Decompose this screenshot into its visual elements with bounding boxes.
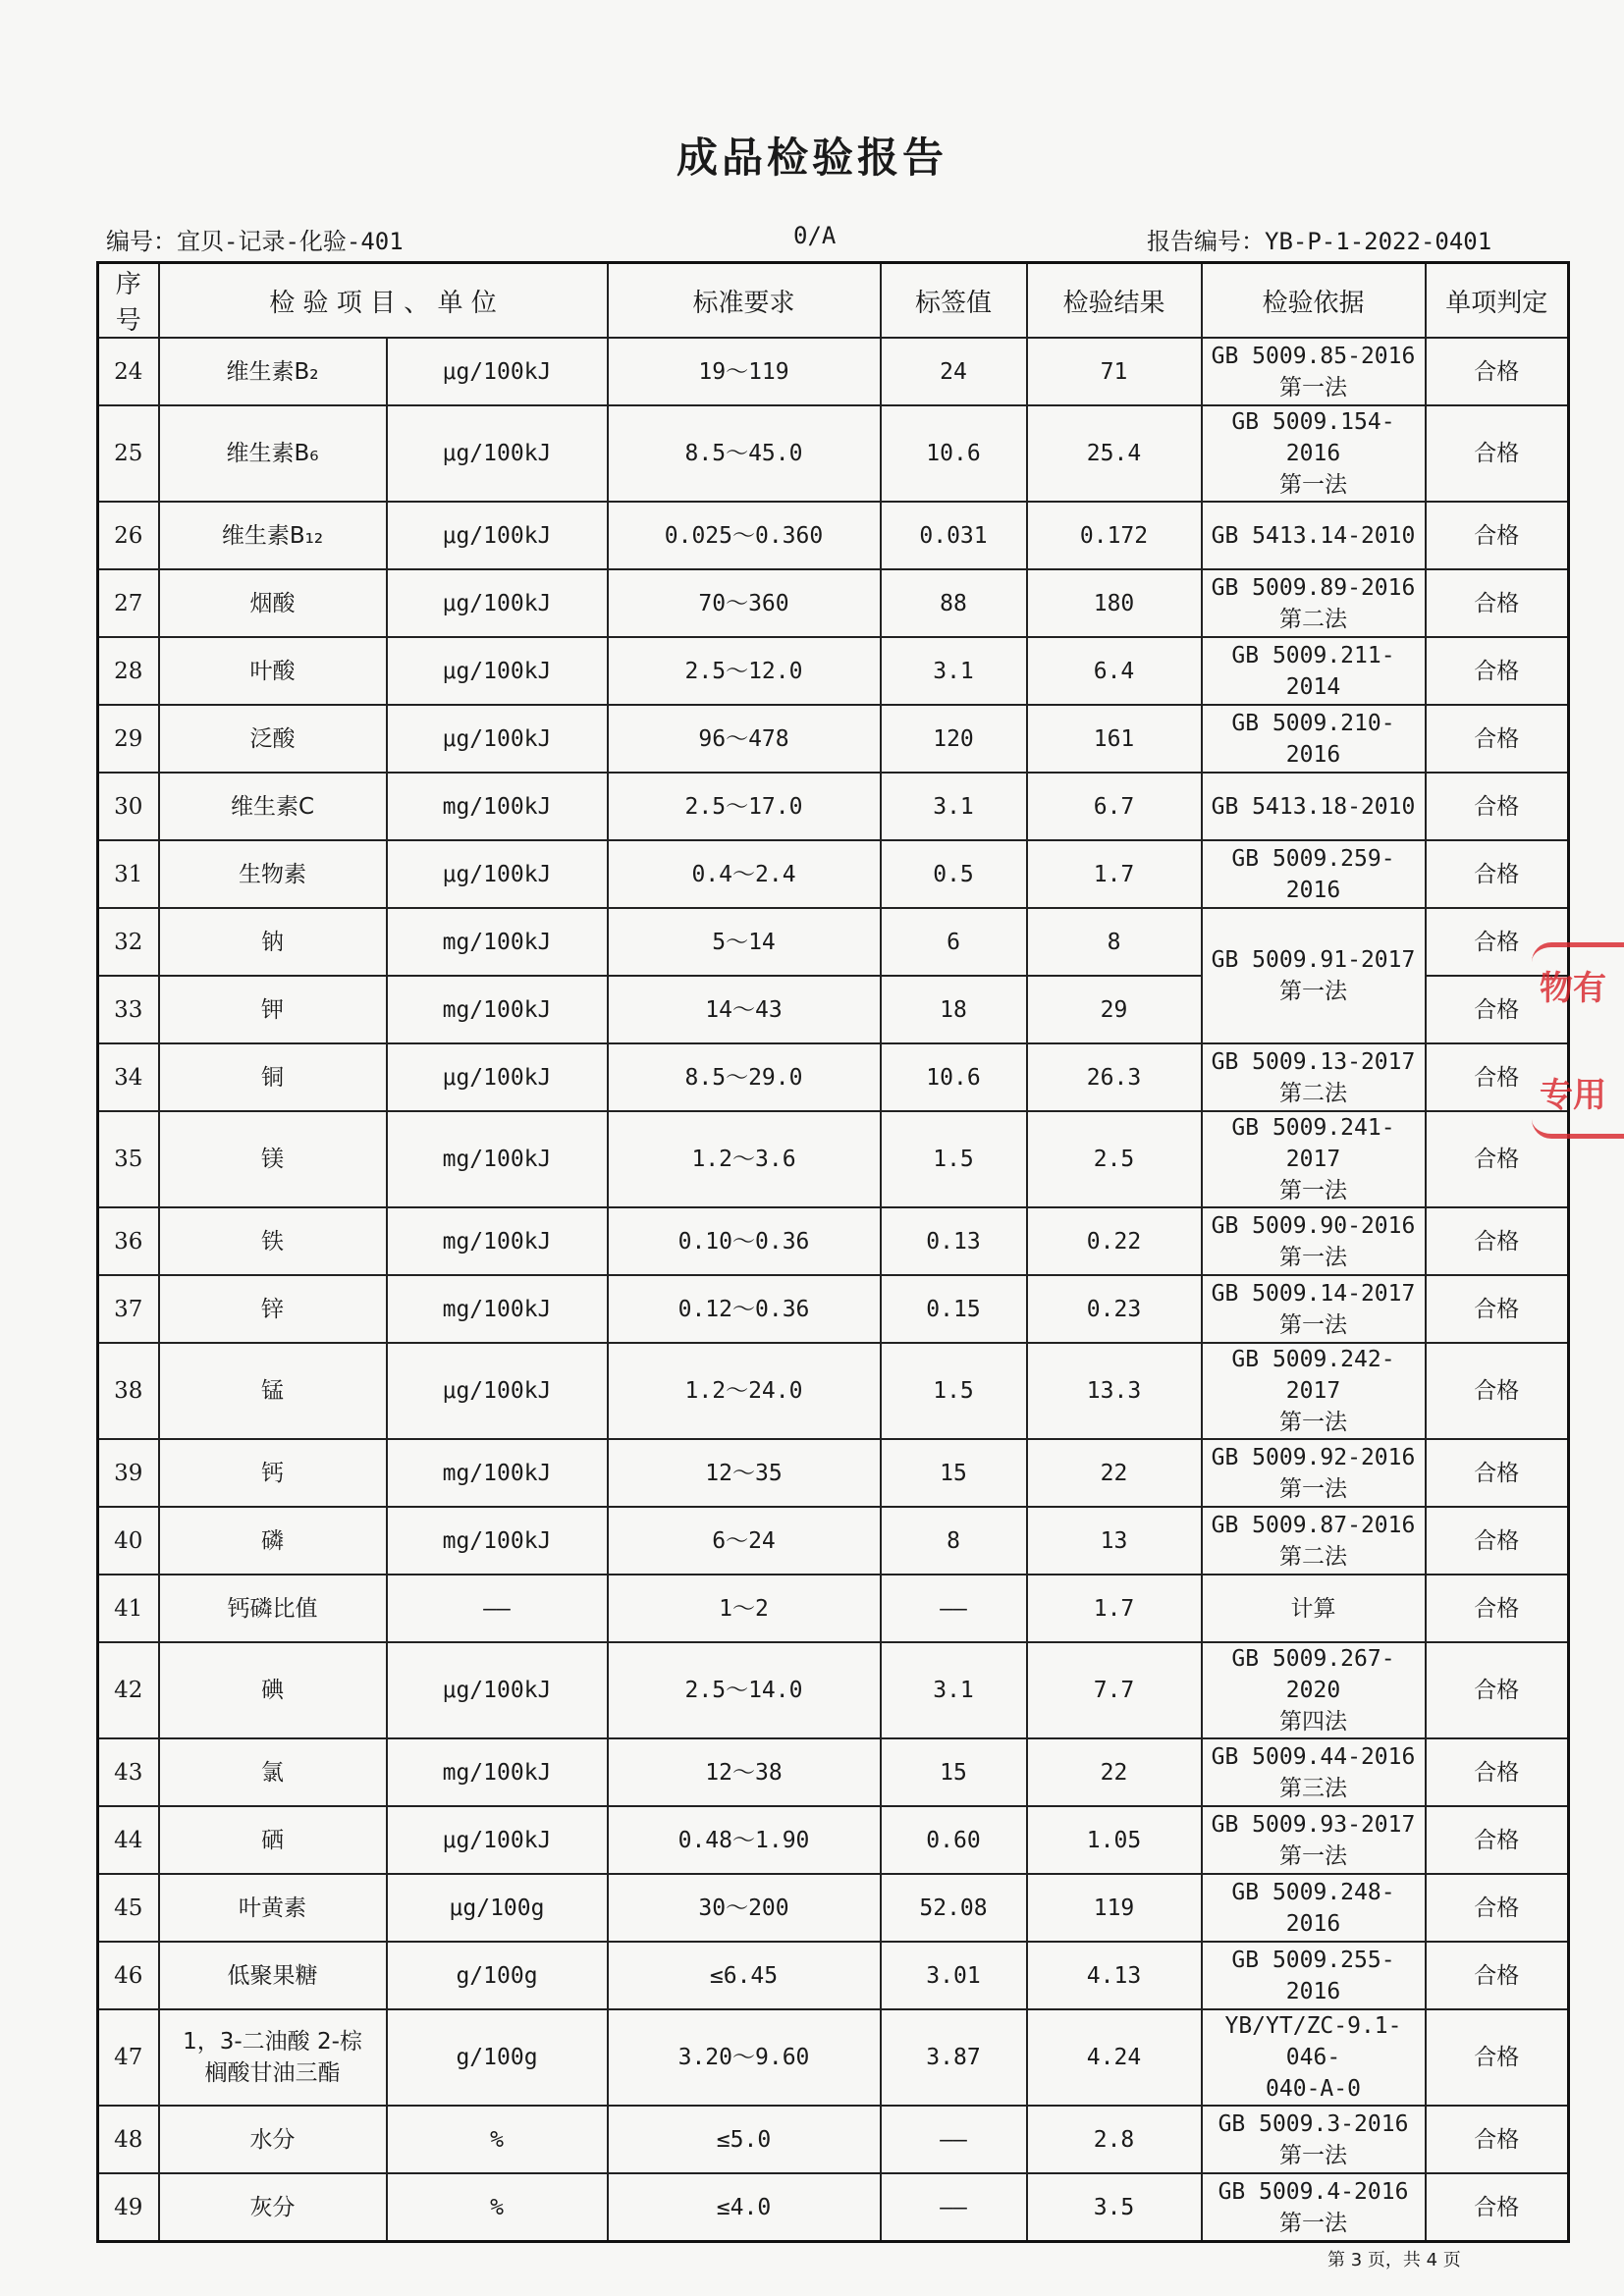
row-unit: μg/100kJ [387,1806,608,1874]
table-row [98,338,1569,405]
row-basis: GB 5413.18-2010 [1202,773,1426,840]
row-basis: GB 5009.248-2016 [1202,1874,1426,1942]
row-item: 生物素 [159,840,387,908]
row-result: 8 [1027,908,1202,976]
row-standard: 5～14 [608,908,881,976]
row-label-value: —— [881,2173,1027,2242]
page-number: 第 3 页，共 4 页 [1327,2250,1461,2270]
row-label-value: 1.5 [881,1111,1027,1207]
row-standard: 2.5～14.0 [608,1642,881,1738]
row-standard: 1.2～3.6 [608,1111,881,1207]
row-result: 4.13 [1027,1942,1202,2009]
row-result: 0.22 [1027,1207,1202,1275]
row-verdict: 合格 [1426,1111,1569,1207]
row-result: 0.23 [1027,1275,1202,1343]
row-index: 41 [98,1575,159,1642]
row-verdict: 合格 [1426,2009,1569,2106]
row-index: 45 [98,1874,159,1942]
row-standard: 3.20～9.60 [608,2009,881,2106]
table-row [98,405,1569,502]
row-result: 7.7 [1027,1642,1202,1738]
row-result: 1.05 [1027,1806,1202,1874]
row-index: 43 [98,1738,159,1806]
row-standard: 96～478 [608,705,881,773]
stamp-text-2: 专用 [1540,1076,1606,1115]
form-number: 编号：宜贝-记录-化验-401 [106,228,404,255]
row-verdict: 合格 [1426,1043,1569,1111]
row-index: 37 [98,1275,159,1343]
row-item: 泛酸 [159,705,387,773]
row-unit: μg/100kJ [387,1043,608,1111]
row-unit: μg/100kJ [387,502,608,569]
version: 0/A [793,222,837,249]
row-unit: μg/100kJ [387,705,608,773]
row-unit: μg/100kJ [387,840,608,908]
row-unit: mg/100kJ [387,976,608,1043]
row-standard: ≤4.0 [608,2173,881,2242]
row-result: 180 [1027,569,1202,637]
row-index: 24 [98,338,159,405]
header-verdict: 单项判定 [1426,263,1569,339]
row-item: 钾 [159,976,387,1043]
report-number: 报告编号：YB-P-1-2022-0401 [1147,228,1492,255]
row-index: 26 [98,502,159,569]
row-standard: 1～2 [608,1575,881,1642]
row-basis: GB 5009.89-2016 第二法 [1202,569,1426,637]
row-unit: mg/100kJ [387,1507,608,1575]
table-row [98,1806,1569,1874]
row-item: 低聚果糖 [159,1942,387,2009]
row-verdict: 合格 [1426,2106,1569,2173]
row-unit: mg/100kJ [387,1207,608,1275]
stamp-text-1: 物有 [1540,969,1606,1008]
row-item: 叶黄素 [159,1874,387,1942]
row-standard: 2.5～17.0 [608,773,881,840]
row-item: 维生素B₁₂ [159,502,387,569]
row-unit: μg/100kJ [387,1343,608,1439]
inspection-table [96,261,1570,2243]
row-unit: g/100g [387,2009,608,2106]
row-index: 33 [98,976,159,1043]
table-row [98,1275,1569,1343]
table-row [98,840,1569,908]
row-item: 铜 [159,1043,387,1111]
row-label-value: 18 [881,976,1027,1043]
row-standard: 0.12～0.36 [608,1275,881,1343]
header-item-unit: 检 验 项 目 、 单 位 [159,263,608,339]
row-label-value: 15 [881,1738,1027,1806]
row-item: 维生素B₂ [159,338,387,405]
row-result: 1.7 [1027,1575,1202,1642]
row-result: 26.3 [1027,1043,1202,1111]
row-unit: mg/100kJ [387,1275,608,1343]
row-item: 维生素B₆ [159,405,387,502]
row-label-value: 0.5 [881,840,1027,908]
row-item: 钠 [159,908,387,976]
row-result: 13.3 [1027,1343,1202,1439]
row-unit: μg/100kJ [387,1642,608,1738]
row-label-value: 3.1 [881,1642,1027,1738]
row-result: 71 [1027,338,1202,405]
row-basis: GB 5009.259-2016 [1202,840,1426,908]
row-result: 25.4 [1027,405,1202,502]
row-result: 6.7 [1027,773,1202,840]
row-item: 硒 [159,1806,387,1874]
row-item: 磷 [159,1507,387,1575]
row-unit: g/100g [387,1942,608,2009]
row-index: 29 [98,705,159,773]
row-index: 30 [98,773,159,840]
row-basis: GB 5009.3-2016 第一法 [1202,2106,1426,2173]
row-standard: 0.4～2.4 [608,840,881,908]
row-item: 1，3-二油酸 2-棕 榈酸甘油三酯 [159,2009,387,2106]
row-basis: GB 5009.13-2017 第二法 [1202,1043,1426,1111]
row-basis: GB 5009.85-2016 第一法 [1202,338,1426,405]
row-item: 灰分 [159,2173,387,2242]
row-index: 28 [98,637,159,705]
row-index: 44 [98,1806,159,1874]
table-row [98,1507,1569,1575]
row-standard: 1.2～24.0 [608,1343,881,1439]
table-row [98,1343,1569,1439]
row-label-value: 0.13 [881,1207,1027,1275]
row-standard: 70～360 [608,569,881,637]
row-index: 25 [98,405,159,502]
row-verdict: 合格 [1426,1642,1569,1738]
row-result: 0.172 [1027,502,1202,569]
row-label-value: —— [881,1575,1027,1642]
row-unit: mg/100kJ [387,908,608,976]
row-item: 镁 [159,1111,387,1207]
row-label-value: 120 [881,705,1027,773]
row-index: 42 [98,1642,159,1738]
table-row [98,502,1569,569]
row-unit: μg/100kJ [387,405,608,502]
row-index: 47 [98,2009,159,2106]
table-row [98,2173,1569,2242]
row-item: 烟酸 [159,569,387,637]
row-basis: GB 5009.92-2016 第一法 [1202,1439,1426,1507]
row-index: 40 [98,1507,159,1575]
table-header-row [98,263,1569,339]
row-verdict: 合格 [1426,2173,1569,2242]
row-result: 22 [1027,1738,1202,1806]
row-verdict: 合格 [1426,773,1569,840]
table-row [98,637,1569,705]
row-index: 38 [98,1343,159,1439]
row-label-value: 0.60 [881,1806,1027,1874]
table-row [98,1942,1569,2009]
row-unit: mg/100kJ [387,1111,608,1207]
row-standard: ≤6.45 [608,1942,881,2009]
row-unit: % [387,2173,608,2242]
row-item: 钙磷比值 [159,1575,387,1642]
row-verdict: 合格 [1426,1275,1569,1343]
table-row [98,1439,1569,1507]
row-basis: GB 5009.93-2017 第一法 [1202,1806,1426,1874]
row-index: 34 [98,1043,159,1111]
row-verdict: 合格 [1426,1575,1569,1642]
row-unit: μg/100kJ [387,338,608,405]
row-item: 叶酸 [159,637,387,705]
row-label-value: —— [881,2106,1027,2173]
table-row [98,1575,1569,1642]
header-label: 标签值 [881,263,1027,339]
row-index: 27 [98,569,159,637]
row-basis: GB 5009.267-2020 第四法 [1202,1642,1426,1738]
table-row [98,2106,1569,2173]
table-row [98,569,1569,637]
row-basis: GB 5009.210-2016 [1202,705,1426,773]
row-label-value: 8 [881,1507,1027,1575]
row-label-value: 24 [881,338,1027,405]
row-standard: 0.10～0.36 [608,1207,881,1275]
row-result: 22 [1027,1439,1202,1507]
row-standard: 19～119 [608,338,881,405]
row-basis: GB 5009.255-2016 [1202,1942,1426,2009]
row-basis: GB 5413.14-2010 [1202,502,1426,569]
row-index: 39 [98,1439,159,1507]
row-label-value: 1.5 [881,1343,1027,1439]
row-result: 161 [1027,705,1202,773]
table-row [98,1874,1569,1942]
row-standard: 6～24 [608,1507,881,1575]
row-verdict: 合格 [1426,637,1569,705]
row-label-value: 10.6 [881,405,1027,502]
row-result: 6.4 [1027,637,1202,705]
row-index: 32 [98,908,159,976]
row-basis: GB 5009.154-2016 第一法 [1202,405,1426,502]
row-verdict: 合格 [1426,1507,1569,1575]
row-result: 4.24 [1027,2009,1202,2106]
row-index: 35 [98,1111,159,1207]
row-verdict: 合格 [1426,1738,1569,1806]
row-verdict: 合格 [1426,705,1569,773]
row-unit: mg/100kJ [387,1439,608,1507]
row-result: 2.5 [1027,1111,1202,1207]
table-row [98,2009,1569,2106]
row-verdict: 合格 [1426,338,1569,405]
row-basis: GB 5009.44-2016 第三法 [1202,1738,1426,1806]
row-basis: GB 5009.91-2017 第一法 [1202,908,1426,1043]
header-basis: 检验依据 [1202,263,1426,339]
row-verdict: 合格 [1426,502,1569,569]
row-index: 36 [98,1207,159,1275]
row-basis: GB 5009.87-2016 第二法 [1202,1507,1426,1575]
table-row [98,1642,1569,1738]
row-item: 锰 [159,1343,387,1439]
row-index: 46 [98,1942,159,2009]
row-standard: 0.48～1.90 [608,1806,881,1874]
row-unit: —— [387,1575,608,1642]
row-basis: GB 5009.241-2017 第一法 [1202,1111,1426,1207]
row-basis: GB 5009.4-2016 第一法 [1202,2173,1426,2242]
row-basis: GB 5009.90-2016 第一法 [1202,1207,1426,1275]
header-result: 检验结果 [1027,263,1202,339]
header-index: 序号 [98,263,159,339]
row-item: 钙 [159,1439,387,1507]
table-row [98,1207,1569,1275]
row-standard: 8.5～45.0 [608,405,881,502]
row-unit: μg/100kJ [387,569,608,637]
row-verdict: 合格 [1426,840,1569,908]
table-row [98,1043,1569,1111]
row-result: 13 [1027,1507,1202,1575]
table-row [98,908,1569,976]
row-item: 水分 [159,2106,387,2173]
row-basis: GB 5009.211-2014 [1202,637,1426,705]
row-verdict: 合格 [1426,976,1569,1043]
row-standard: ≤5.0 [608,2106,881,2173]
report-title: 成品检验报告 [676,133,947,182]
row-item: 氯 [159,1738,387,1806]
row-verdict: 合格 [1426,1207,1569,1275]
row-result: 2.8 [1027,2106,1202,2173]
table-row [98,773,1569,840]
row-unit: μg/100kJ [387,637,608,705]
row-result: 29 [1027,976,1202,1043]
row-result: 1.7 [1027,840,1202,908]
row-label-value: 88 [881,569,1027,637]
row-verdict: 合格 [1426,405,1569,502]
row-result: 119 [1027,1874,1202,1942]
row-verdict: 合格 [1426,1806,1569,1874]
row-result: 3.5 [1027,2173,1202,2242]
row-label-value: 0.15 [881,1275,1027,1343]
header-standard: 标准要求 [608,263,881,339]
row-label-value: 3.01 [881,1942,1027,2009]
row-unit: mg/100kJ [387,773,608,840]
row-label-value: 3.87 [881,2009,1027,2106]
row-item: 铁 [159,1207,387,1275]
row-basis: GB 5009.14-2017 第一法 [1202,1275,1426,1343]
row-unit: mg/100kJ [387,1738,608,1806]
row-index: 49 [98,2173,159,2242]
row-index: 31 [98,840,159,908]
row-verdict: 合格 [1426,569,1569,637]
row-label-value: 6 [881,908,1027,976]
row-label-value: 3.1 [881,637,1027,705]
row-label-value: 52.08 [881,1874,1027,1942]
row-verdict: 合格 [1426,1343,1569,1439]
row-item: 维生素C [159,773,387,840]
row-verdict: 合格 [1426,1439,1569,1507]
row-standard: 30～200 [608,1874,881,1942]
row-basis: 计算 [1202,1575,1426,1642]
row-standard: 12～35 [608,1439,881,1507]
row-basis: GB 5009.242-2017 第一法 [1202,1343,1426,1439]
row-item: 碘 [159,1642,387,1738]
row-label-value: 3.1 [881,773,1027,840]
row-index: 48 [98,2106,159,2173]
table-row [98,705,1569,773]
row-label-value: 15 [881,1439,1027,1507]
row-basis: YB/YT/ZC-9.1-046- 040-A-0 [1202,2009,1426,2106]
red-seal-stamp [1532,942,1624,1139]
table-row [98,1738,1569,1806]
row-standard: 0.025～0.360 [608,502,881,569]
row-verdict: 合格 [1426,1942,1569,2009]
table-row [98,1111,1569,1207]
row-verdict: 合格 [1426,1874,1569,1942]
row-standard: 14～43 [608,976,881,1043]
row-label-value: 10.6 [881,1043,1027,1111]
row-standard: 2.5～12.0 [608,637,881,705]
row-standard: 12～38 [608,1738,881,1806]
row-item: 锌 [159,1275,387,1343]
row-unit: % [387,2106,608,2173]
row-standard: 8.5～29.0 [608,1043,881,1111]
row-verdict: 合格 [1426,908,1569,976]
row-unit: μg/100g [387,1874,608,1942]
row-label-value: 0.031 [881,502,1027,569]
